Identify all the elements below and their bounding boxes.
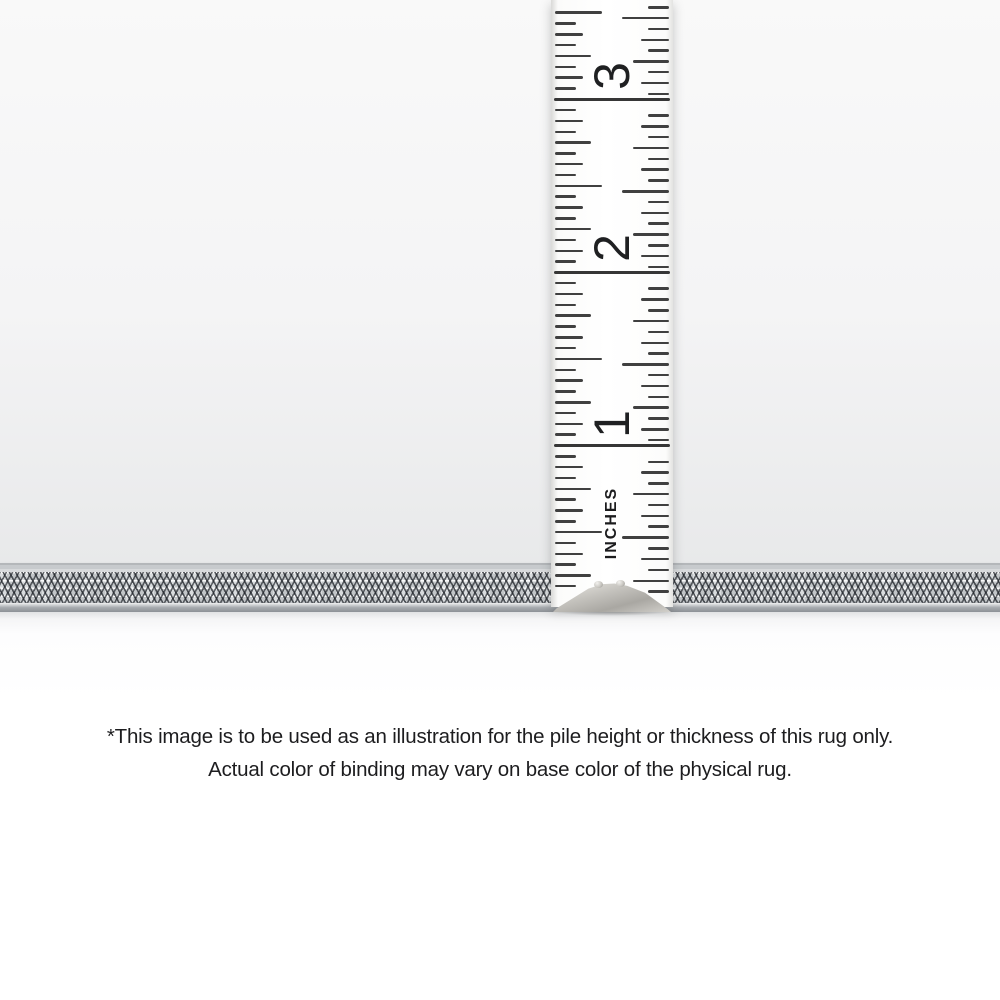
- ruler-number-1: 1: [584, 410, 640, 438]
- tape-measure: [551, 0, 673, 607]
- ruler-number-3: 3: [584, 62, 640, 90]
- floor-surface: [0, 612, 1000, 1000]
- rug-cross-section: [0, 563, 1000, 612]
- clip-rivet-icon: [594, 581, 603, 588]
- disclaimer-line-2: Actual color of binding may vary on base color of the physical rug.: [208, 757, 792, 781]
- clip-rivet-icon: [616, 580, 625, 587]
- disclaimer-text: [0, 721, 1000, 786]
- rug-top-binding: [0, 563, 1000, 572]
- ruler-number-2: 2: [584, 234, 640, 262]
- ruler-unit-label: INCHES: [603, 486, 620, 560]
- rug-weave-texture: [0, 572, 1000, 603]
- disclaimer-line-1: *This image is to be used as an illustration for the pile height or thickness of this rug only.: [106, 725, 894, 748]
- rug-bottom-edge: [0, 602, 1000, 612]
